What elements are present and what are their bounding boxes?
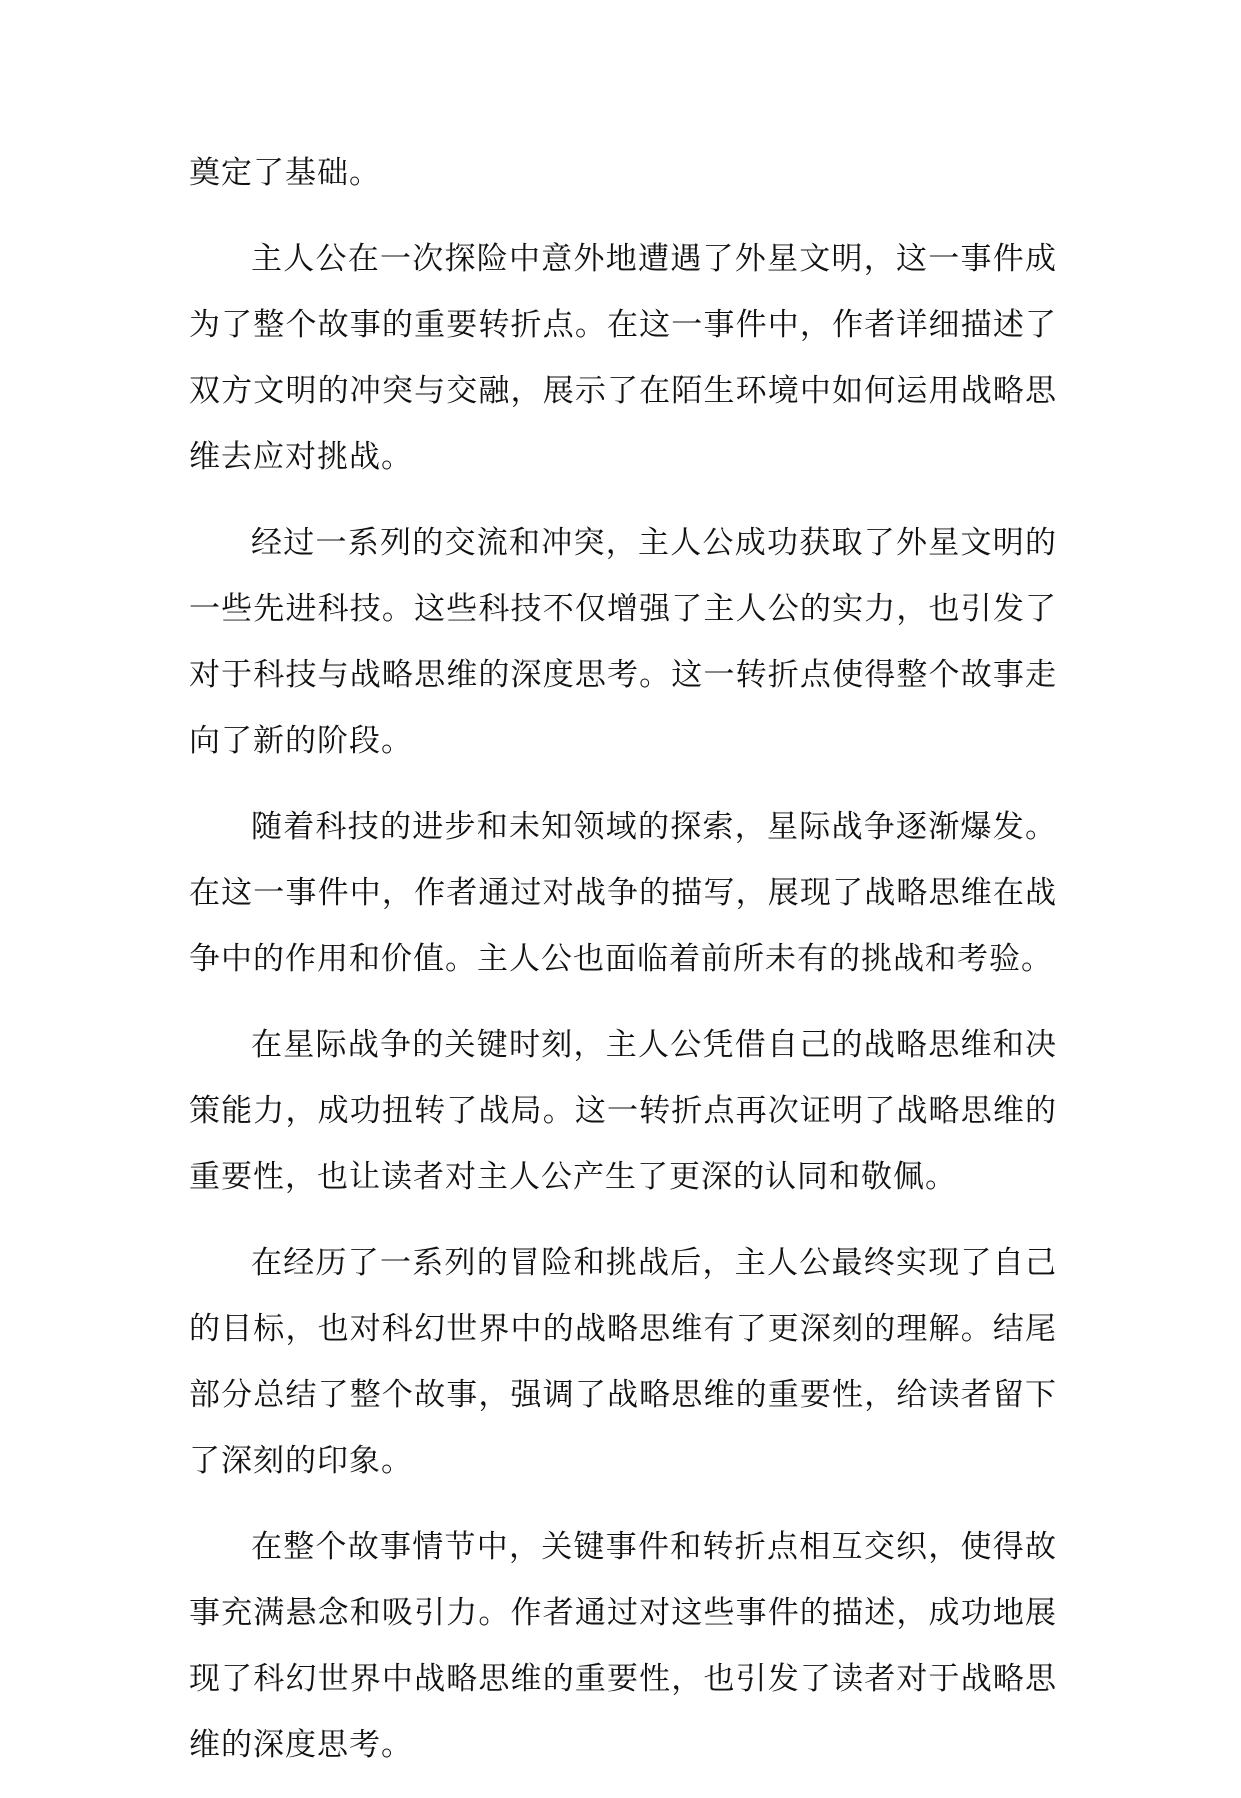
paragraph-turning-point: 在星际战争的关键时刻，主人公凭借自己的战略思维和决策能力，成功扭转了战局。这一转折点再次证明了战略思维的重要性，也让读者对主人公产生了更深的认同和敬佩。: [189, 1027, 1057, 1195]
paragraph-ending: 在经历了一系列的冒险和挑战后，主人公最终实现了自己的目标，也对科幻世界中的战略思维有了更深刻的理解。结尾部分总结了整个故事，强调了战略思维的重要性，给读者留下了深刻的印象。: [189, 1245, 1057, 1479]
paragraph-advanced-tech: 经过一系列的交流和冲突，主人公成功获取了外星文明的一些先进科技。这些科技不仅增强了主人公的实力，也引发了对于科技与战略思维的深度思考。这一转折点使得整个故事走向了新的阶段。: [189, 525, 1057, 759]
body-text: [189, 140, 1057, 1798]
paragraph-interstellar-war: 随着科技的进步和未知领域的探索，星际战争逐渐爆发。在这一事件中，作者通过对战争的描写，展现了战略思维在战争中的作用和价值。主人公也面临着前所未有的挑战和考验。: [189, 809, 1057, 977]
paragraph-summary: 在整个故事情节中，关键事件和转折点相互交织，使得故事充满悬念和吸引力。作者通过对这些事件的描述，成功地展现了科幻世界中战略思维的重要性，也引发了读者对于战略思维的深度思考。: [189, 1529, 1057, 1763]
paragraph-continuation: 奠定了基础。: [189, 155, 381, 191]
paragraph-alien-encounter: 主人公在一次探险中意外地遭遇了外星文明，这一事件成为了整个故事的重要转折点。在这一事件中，作者详细描述了双方文明的冲突与交融，展示了在陌生环境中如何运用战略思维去应对挑战。: [189, 241, 1057, 475]
